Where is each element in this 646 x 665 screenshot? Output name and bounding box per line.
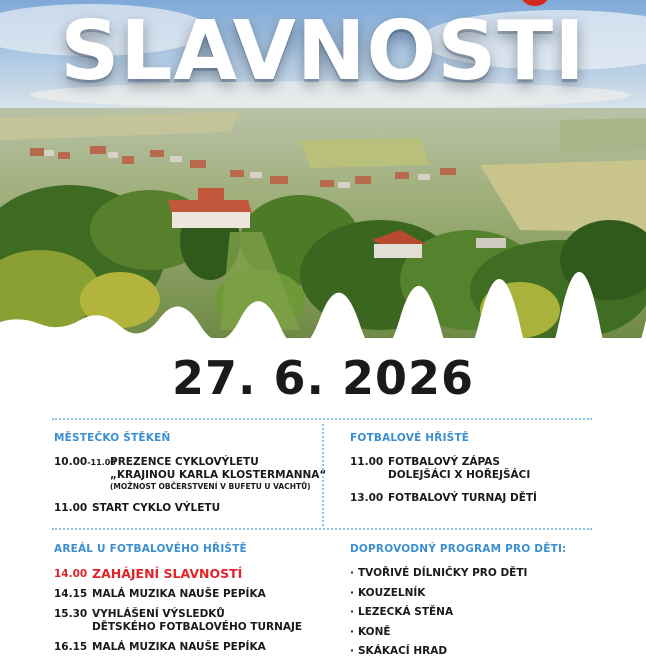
section-doprovodny [350, 543, 566, 665]
row-time: 16.15 [54, 641, 88, 653]
row-time: 11.00 [350, 456, 384, 468]
row-time: 13.00 [350, 492, 384, 504]
event-date: 27. 6. 2026 [171, 351, 475, 405]
row-description: PREZENCE CYKLOVÝLETU „KRAJINOU KARLA KLOSTERMANNA“ (MOŽNOST OBČERSTVENÍ V BUFETU U VACHTŮ) [110, 456, 327, 491]
list-item: · LEZECKÁ STĚNA [350, 606, 454, 618]
program-row [54, 608, 302, 634]
row-description: FOTBALOVÝ ZÁPAS DOLEJŠÁCI X HOŘEJŠÁCI [388, 456, 531, 481]
program-row [350, 456, 537, 482]
row-description: FOTBALOVÝ TURNAJ DĚTÍ [388, 492, 537, 504]
row-time: 14.00 [54, 568, 88, 580]
program-row [54, 641, 302, 654]
row-description: ZAHÁJENÍ SLAVNOSTÍ [92, 566, 243, 581]
divider-middle [52, 528, 592, 530]
list-item: · TVOŘIVÉ DÍLNIČKY PRO DĚTI [350, 567, 528, 579]
program-row-highlight [54, 567, 302, 582]
row-time: 14.15 [54, 588, 88, 600]
section-fotbalove [350, 432, 537, 515]
hero-title: SLAVNOSTI [60, 4, 586, 99]
program-row [54, 588, 302, 601]
row-time: 15.30 [54, 608, 88, 620]
row-note: (MOŽNOST OBČERSTVENÍ V BUFETU U VACHTŮ) [110, 482, 311, 491]
row-description: VYHLÁŠENÍ VÝSLEDKŮ DĚTSKÉHO FOTBALOVÉHO TURNAJE [92, 608, 303, 633]
section-mestecko [54, 432, 326, 525]
program-row [54, 502, 326, 515]
row-time: 11.00 [54, 502, 88, 514]
list-item: · SKÁKACÍ HRAD [350, 645, 448, 657]
program-row [350, 492, 537, 505]
divider-top [52, 418, 592, 420]
row-description: MALÁ MUZIKA NAUŠE PEPÍKA [92, 588, 266, 600]
section-heading: FOTBALOVÉ HŘIŠTĚ [350, 432, 470, 444]
section-heading: MĚSTEČKO ŠTĚKEŇ [54, 432, 171, 444]
program-row [54, 456, 326, 492]
row-description: START CYKLO VÝLETU [92, 502, 221, 514]
section-heading: DOPROVODNÝ PROGRAM PRO DĚTI: [350, 543, 567, 555]
row-time: 10.00-11.00 [54, 456, 116, 468]
list-item: · KOUZELNÍK [350, 586, 426, 599]
list-item: · KONĚ [350, 625, 391, 638]
row-description: MALÁ MUZIKA NAUŠE PEPÍKA [92, 641, 266, 653]
section-heading: AREÁL U FOTBALOVÉHO HŘIŠTĚ [54, 543, 247, 555]
